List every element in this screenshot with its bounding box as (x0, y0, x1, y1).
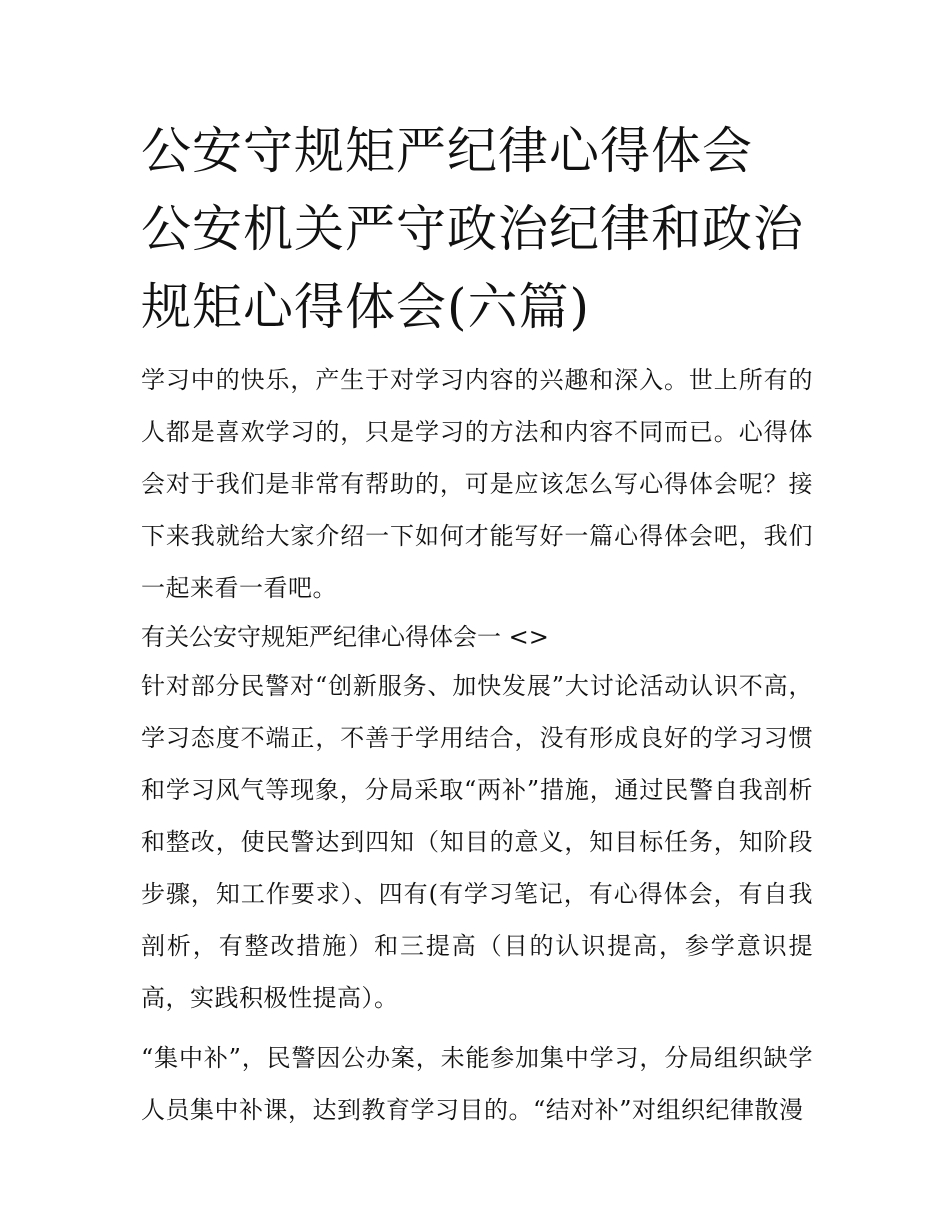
body-paragraph-2: “集中补”，民警因公办案，未能参加集中学习，分局组织缺学人员集中补课，达到教育学习目的。“结对补”对组织纪律散漫 (141, 1044, 813, 1124)
body-paragraph-1: 针对部分民警对“创新服务、加快发展”大讨论活动认识不高，学习态度不端正，不善于学用结合，没有形成良好的学习习惯和学习风气等现象，分局采取“两补”措施，通过民警自我剖析和整改，使民警达到四知（知目的意义，知目标任务，知阶段步骤，知工作要求）、四有(有学习笔记，有心得体会，有自我剖析，有整改措施）和三提高（目的认识提高，参学意识提高，实践积极性提高）。 (141, 672, 813, 1012)
section-heading: 有关公安守规矩严纪律心得体会一 <> (141, 623, 549, 651)
document-page (141, 112, 813, 1136)
intro-paragraph: 学习中的快乐，产生于对学习内容的兴趣和深入。世上所有的人都是喜欢学习的，只是学习的方法和内容不同而已。心得体会对于我们是非常有帮助的，可是应该怎么写心得体会呢？接下来我就给大家介绍一下如何才能写好一篇心得体会吧，我们一起来看一看吧。 (141, 366, 813, 602)
document-title: 公安守规矩严纪律心得体会 公安机关严守政治纪律和政治规矩心得体会(六篇) (141, 122, 804, 336)
